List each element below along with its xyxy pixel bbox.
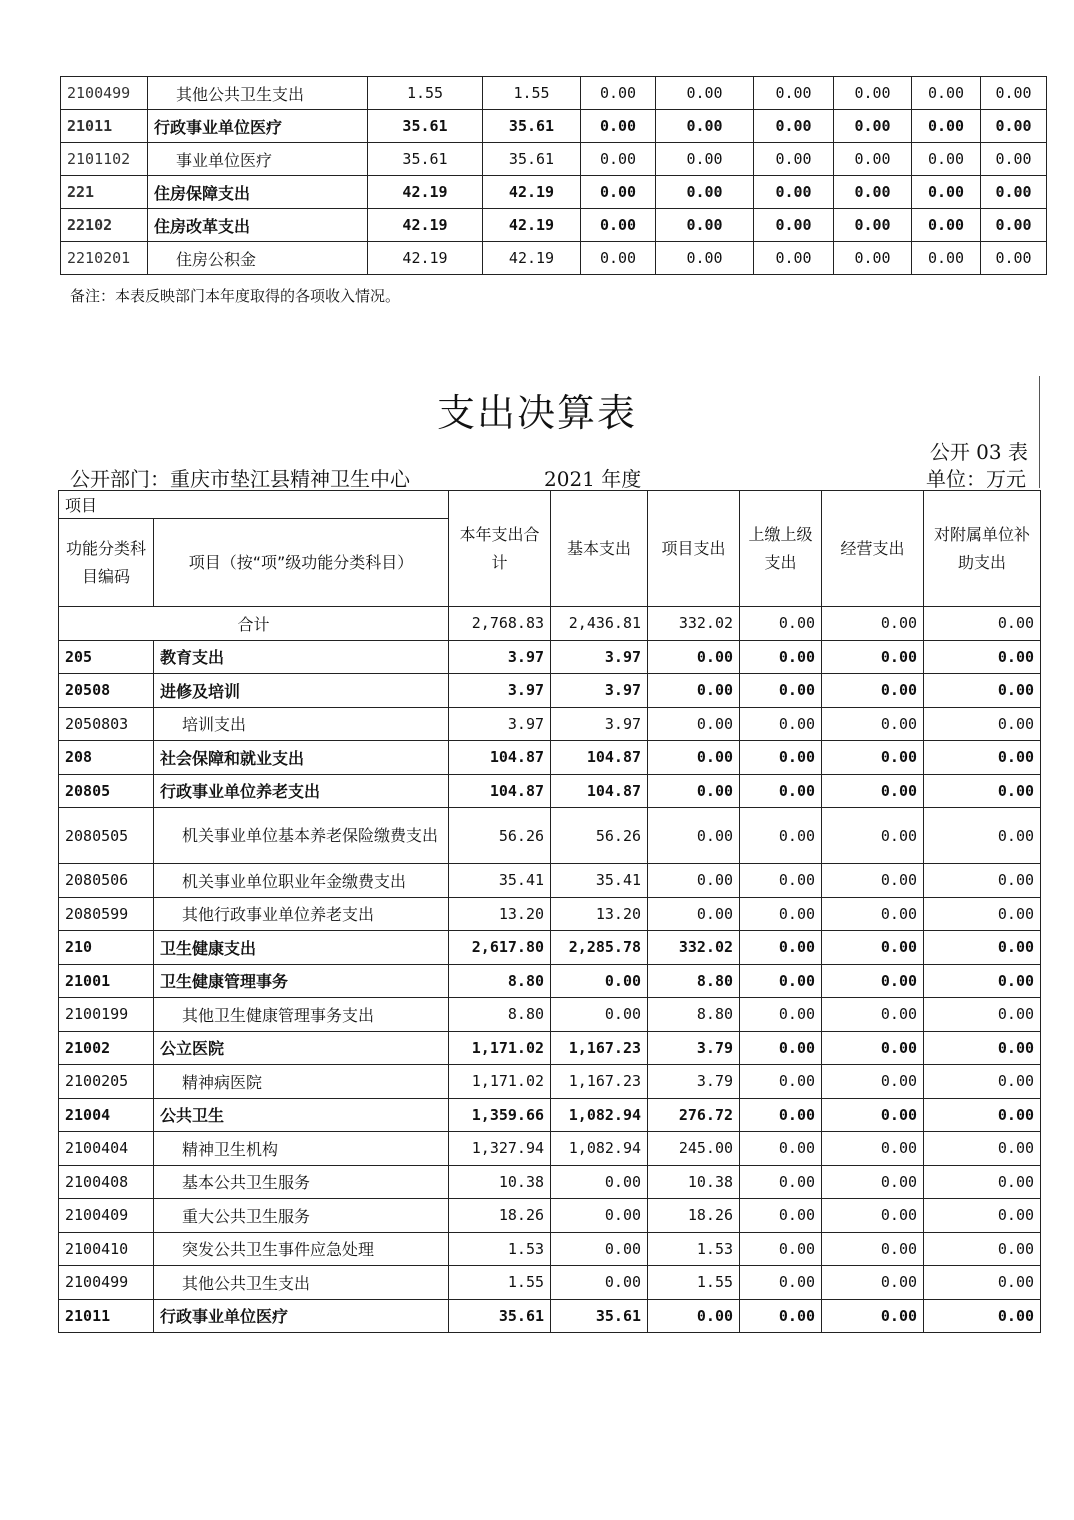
table-number: 公开 03 表 <box>929 440 1028 464</box>
row-value: 35.61 <box>483 110 581 143</box>
row-value: 42.19 <box>483 176 581 209</box>
row-name: 其他公共卫生支出 <box>154 1266 449 1300</box>
row-value: 0.00 <box>912 110 981 143</box>
row-value: 3.79 <box>648 1031 740 1065</box>
row-value: 0.00 <box>740 1232 822 1266</box>
row-value: 0.00 <box>822 864 924 898</box>
row-code: 2100410 <box>59 1232 154 1266</box>
row-value: 0.00 <box>740 1132 822 1166</box>
row-name: 教育支出 <box>154 640 449 674</box>
table-row <box>61 242 1047 275</box>
row-value: 8.80 <box>449 964 551 998</box>
header-subsidy: 对附属单位补助支出 <box>924 491 1041 607</box>
row-name: 行政事业单位养老支出 <box>154 774 449 808</box>
row-value: 42.19 <box>483 242 581 275</box>
row-value: 0.00 <box>551 1165 648 1199</box>
row-value: 0.00 <box>656 242 754 275</box>
row-code: 21004 <box>59 1098 154 1132</box>
table-row <box>61 209 1047 242</box>
page-title: 支出决算表 <box>436 391 637 435</box>
row-value: 0.00 <box>924 931 1041 965</box>
row-name: 行政事业单位医疗 <box>154 1299 449 1333</box>
row-value: 0.00 <box>551 1232 648 1266</box>
row-value: 0.00 <box>740 774 822 808</box>
table-row <box>59 1065 1041 1099</box>
row-value: 104.87 <box>551 774 648 808</box>
row-value: 0.00 <box>822 1232 924 1266</box>
row-value: 3.79 <box>648 1065 740 1099</box>
row-value: 0.00 <box>551 1199 648 1233</box>
header-total: 本年支出合计 <box>449 491 551 607</box>
row-value: 1.53 <box>648 1232 740 1266</box>
row-value: 0.00 <box>822 1031 924 1065</box>
header-code: 功能分类科目编码 <box>59 519 154 607</box>
row-value: 0.00 <box>754 242 834 275</box>
row-value: 0.00 <box>924 964 1041 998</box>
row-code: 21001 <box>59 964 154 998</box>
row-code: 2050803 <box>59 707 154 741</box>
row-value: 13.20 <box>551 897 648 931</box>
row-value: 0.00 <box>924 707 1041 741</box>
row-value: 0.00 <box>912 143 981 176</box>
row-value: 0.00 <box>912 176 981 209</box>
table-row <box>59 864 1041 898</box>
row-value: 0.00 <box>740 931 822 965</box>
row-value: 0.00 <box>912 209 981 242</box>
row-value: 2,285.78 <box>551 931 648 965</box>
row-value: 1.55 <box>483 77 581 110</box>
row-value: 0.00 <box>912 242 981 275</box>
row-value: 0.00 <box>981 77 1047 110</box>
row-value: 13.20 <box>449 897 551 931</box>
row-value: 0.00 <box>822 1065 924 1099</box>
row-value: 0.00 <box>648 707 740 741</box>
row-value: 0.00 <box>924 1132 1041 1166</box>
row-value: 1,082.94 <box>551 1132 648 1166</box>
row-value: 0.00 <box>924 674 1041 708</box>
row-value: 56.26 <box>551 808 648 864</box>
row-value: 0.00 <box>740 1098 822 1132</box>
row-value: 0.00 <box>656 77 754 110</box>
row-value: 0.00 <box>822 1165 924 1199</box>
row-name: 突发公共卫生事件应急处理 <box>154 1232 449 1266</box>
row-value: 0.00 <box>822 1132 924 1166</box>
table-row <box>59 1031 1041 1065</box>
row-value: 0.00 <box>656 110 754 143</box>
row-value: 0.00 <box>581 209 656 242</box>
row-value: 0.00 <box>740 674 822 708</box>
row-value: 42.19 <box>368 242 483 275</box>
row-value: 0.00 <box>822 808 924 864</box>
row-value: 0.00 <box>924 1299 1041 1333</box>
header-item: 项目 <box>59 491 449 519</box>
header-name: 项目（按“项”级功能分类科目） <box>154 519 449 607</box>
row-value: 0.00 <box>924 640 1041 674</box>
row-code: 2100404 <box>59 1132 154 1166</box>
expenditure-table <box>58 490 1041 1333</box>
table-row <box>59 707 1041 741</box>
row-value: 0.00 <box>834 110 912 143</box>
row-value: 0.00 <box>924 998 1041 1032</box>
table-row <box>59 1199 1041 1233</box>
row-code: 221 <box>61 176 148 209</box>
row-value: 0.00 <box>648 864 740 898</box>
row-name: 重大公共卫生服务 <box>154 1199 449 1233</box>
row-value: 35.61 <box>483 143 581 176</box>
row-name: 卫生健康管理事务 <box>154 964 449 998</box>
table-note: 备注：本表反映部门本年度取得的各项收入情况。 <box>70 287 401 305</box>
row-code: 22102 <box>61 209 148 242</box>
table-row <box>59 674 1041 708</box>
income-table-continued <box>60 76 1047 275</box>
row-name: 进修及培训 <box>154 674 449 708</box>
table-row <box>61 176 1047 209</box>
row-value: 0.00 <box>648 808 740 864</box>
row-value: 1.55 <box>368 77 483 110</box>
row-value: 0.00 <box>740 1165 822 1199</box>
row-value: 0.00 <box>754 209 834 242</box>
table-row <box>59 640 1041 674</box>
row-value: 0.00 <box>822 1199 924 1233</box>
row-value: 0.00 <box>834 176 912 209</box>
row-value: 0.00 <box>981 209 1047 242</box>
row-value: 8.80 <box>449 998 551 1032</box>
table-row <box>61 77 1047 110</box>
row-value: 1,167.23 <box>551 1031 648 1065</box>
row-name: 公共卫生 <box>154 1098 449 1132</box>
row-value: 0.00 <box>754 77 834 110</box>
row-value: 0.00 <box>551 1266 648 1300</box>
row-value: 0.00 <box>822 1299 924 1333</box>
table-row <box>59 1098 1041 1132</box>
total-value: 0.00 <box>822 607 924 641</box>
row-value: 1,327.94 <box>449 1132 551 1166</box>
row-name: 住房改革支出 <box>148 209 368 242</box>
total-value: 2,768.83 <box>449 607 551 641</box>
row-value: 0.00 <box>822 1098 924 1132</box>
row-code: 208 <box>59 741 154 775</box>
row-value: 0.00 <box>740 741 822 775</box>
row-value: 8.80 <box>648 998 740 1032</box>
row-code: 21011 <box>61 110 148 143</box>
total-value: 0.00 <box>924 607 1041 641</box>
row-value: 0.00 <box>822 1266 924 1300</box>
header-project: 项目支出 <box>648 491 740 607</box>
table-row <box>59 1266 1041 1300</box>
row-value: 0.00 <box>981 110 1047 143</box>
row-name: 其他卫生健康管理事务支出 <box>154 998 449 1032</box>
row-value: 0.00 <box>924 741 1041 775</box>
row-value: 0.00 <box>648 640 740 674</box>
row-value: 0.00 <box>912 77 981 110</box>
row-value: 245.00 <box>648 1132 740 1166</box>
header-upper: 上缴上级支出 <box>740 491 822 607</box>
row-value: 0.00 <box>740 1065 822 1099</box>
row-value: 0.00 <box>648 741 740 775</box>
row-code: 20508 <box>59 674 154 708</box>
row-value: 0.00 <box>551 998 648 1032</box>
row-name: 行政事业单位医疗 <box>148 110 368 143</box>
row-value: 0.00 <box>581 176 656 209</box>
row-value: 276.72 <box>648 1098 740 1132</box>
row-value: 0.00 <box>581 77 656 110</box>
row-name: 其他公共卫生支出 <box>148 77 368 110</box>
row-value: 0.00 <box>822 674 924 708</box>
row-value: 0.00 <box>740 1199 822 1233</box>
row-name: 培训支出 <box>154 707 449 741</box>
row-value: 0.00 <box>924 1065 1041 1099</box>
row-name: 卫生健康支出 <box>154 931 449 965</box>
row-value: 42.19 <box>368 176 483 209</box>
row-value: 0.00 <box>924 1232 1041 1266</box>
row-value: 35.61 <box>368 110 483 143</box>
row-name: 住房保障支出 <box>148 176 368 209</box>
row-value: 42.19 <box>483 209 581 242</box>
row-value: 0.00 <box>981 242 1047 275</box>
total-value: 332.02 <box>648 607 740 641</box>
row-value: 0.00 <box>834 242 912 275</box>
row-value: 1,167.23 <box>551 1065 648 1099</box>
header-business: 经营支出 <box>822 491 924 607</box>
row-value: 0.00 <box>924 1031 1041 1065</box>
row-code: 205 <box>59 640 154 674</box>
row-name: 其他行政事业单位养老支出 <box>154 897 449 931</box>
row-value: 0.00 <box>740 1031 822 1065</box>
row-value: 3.97 <box>449 707 551 741</box>
row-value: 0.00 <box>656 176 754 209</box>
row-value: 0.00 <box>740 897 822 931</box>
row-code: 2100499 <box>61 77 148 110</box>
row-value: 1.55 <box>449 1266 551 1300</box>
row-value: 3.97 <box>551 640 648 674</box>
row-code: 2100199 <box>59 998 154 1032</box>
department-label: 公开部门：重庆市垫江县精神卫生中心 <box>70 467 410 491</box>
row-value: 0.00 <box>581 143 656 176</box>
row-name: 基本公共卫生服务 <box>154 1165 449 1199</box>
row-value: 35.41 <box>551 864 648 898</box>
table-row <box>59 808 1041 864</box>
header-basic: 基本支出 <box>551 491 648 607</box>
row-value: 1,171.02 <box>449 1031 551 1065</box>
row-code: 21002 <box>59 1031 154 1065</box>
row-name: 公立医院 <box>154 1031 449 1065</box>
row-name: 住房公积金 <box>148 242 368 275</box>
table-row <box>61 143 1047 176</box>
row-value: 0.00 <box>740 808 822 864</box>
row-value: 0.00 <box>648 774 740 808</box>
row-value: 0.00 <box>648 897 740 931</box>
row-value: 0.00 <box>924 1266 1041 1300</box>
total-label: 合计 <box>59 607 449 641</box>
row-value: 104.87 <box>449 741 551 775</box>
row-value: 1,171.02 <box>449 1065 551 1099</box>
row-value: 0.00 <box>740 1299 822 1333</box>
row-value: 104.87 <box>449 774 551 808</box>
row-value: 0.00 <box>754 110 834 143</box>
row-name: 精神病医院 <box>154 1065 449 1099</box>
row-name: 机关事业单位职业年金缴费支出 <box>154 864 449 898</box>
row-value: 0.00 <box>822 964 924 998</box>
row-value: 0.00 <box>754 176 834 209</box>
row-value: 0.00 <box>740 1266 822 1300</box>
row-value: 0.00 <box>656 143 754 176</box>
row-value: 0.00 <box>740 640 822 674</box>
row-code: 2100408 <box>59 1165 154 1199</box>
row-value: 35.61 <box>449 1299 551 1333</box>
row-value: 0.00 <box>834 77 912 110</box>
row-name: 精神卫生机构 <box>154 1132 449 1166</box>
table-row <box>59 774 1041 808</box>
row-value: 35.41 <box>449 864 551 898</box>
row-value: 0.00 <box>924 1165 1041 1199</box>
table-row <box>59 1132 1041 1166</box>
table-row <box>59 931 1041 965</box>
row-value: 0.00 <box>822 897 924 931</box>
row-value: 0.00 <box>740 864 822 898</box>
row-code: 2080505 <box>59 808 154 864</box>
row-value: 35.61 <box>551 1299 648 1333</box>
table-row <box>59 964 1041 998</box>
row-value: 0.00 <box>834 209 912 242</box>
row-value: 0.00 <box>740 964 822 998</box>
row-value: 0.00 <box>981 143 1047 176</box>
row-value: 1.55 <box>648 1266 740 1300</box>
row-name: 社会保障和就业支出 <box>154 741 449 775</box>
row-value: 42.19 <box>368 209 483 242</box>
row-value: 104.87 <box>551 741 648 775</box>
row-value: 18.26 <box>648 1199 740 1233</box>
row-value: 0.00 <box>581 242 656 275</box>
fiscal-year: 2021 年度 <box>544 467 642 491</box>
row-code: 20805 <box>59 774 154 808</box>
row-value: 0.00 <box>822 931 924 965</box>
table-row <box>59 897 1041 931</box>
row-value: 18.26 <box>449 1199 551 1233</box>
row-value: 3.97 <box>551 674 648 708</box>
row-value: 0.00 <box>924 897 1041 931</box>
row-value: 1.53 <box>449 1232 551 1266</box>
row-value: 2,617.80 <box>449 931 551 965</box>
table-row <box>59 741 1041 775</box>
table-row <box>59 998 1041 1032</box>
row-value: 0.00 <box>822 640 924 674</box>
row-value: 0.00 <box>822 774 924 808</box>
total-value: 2,436.81 <box>551 607 648 641</box>
row-value: 0.00 <box>551 964 648 998</box>
row-value: 3.97 <box>449 674 551 708</box>
row-name: 机关事业单位基本养老保险缴费支出 <box>154 808 449 864</box>
row-code: 2101102 <box>61 143 148 176</box>
row-value: 3.97 <box>449 640 551 674</box>
row-value: 0.00 <box>656 209 754 242</box>
row-name: 事业单位医疗 <box>148 143 368 176</box>
row-value: 0.00 <box>648 1299 740 1333</box>
row-value: 0.00 <box>924 1199 1041 1233</box>
table-row <box>59 1165 1041 1199</box>
row-code: 2100205 <box>59 1065 154 1099</box>
row-value: 35.61 <box>368 143 483 176</box>
row-code: 21011 <box>59 1299 154 1333</box>
row-value: 56.26 <box>449 808 551 864</box>
row-code: 2100499 <box>59 1266 154 1300</box>
row-value: 0.00 <box>581 110 656 143</box>
row-value: 0.00 <box>981 176 1047 209</box>
row-value: 0.00 <box>754 143 834 176</box>
row-value: 10.38 <box>648 1165 740 1199</box>
row-value: 0.00 <box>648 674 740 708</box>
row-value: 0.00 <box>924 1098 1041 1132</box>
row-value: 0.00 <box>822 707 924 741</box>
row-value: 1,359.66 <box>449 1098 551 1132</box>
row-code: 2080506 <box>59 864 154 898</box>
table-row <box>59 1299 1041 1333</box>
row-value: 3.97 <box>551 707 648 741</box>
total-row <box>59 607 1041 641</box>
row-value: 0.00 <box>822 741 924 775</box>
row-value: 0.00 <box>740 707 822 741</box>
row-value: 0.00 <box>834 143 912 176</box>
unit-label: 单位：万元 <box>926 467 1026 491</box>
row-value: 0.00 <box>740 998 822 1032</box>
row-value: 0.00 <box>924 864 1041 898</box>
table-row <box>59 1232 1041 1266</box>
row-code: 2210201 <box>61 242 148 275</box>
row-value: 8.80 <box>648 964 740 998</box>
row-value: 10.38 <box>449 1165 551 1199</box>
table-row <box>61 110 1047 143</box>
row-value: 0.00 <box>924 808 1041 864</box>
row-value: 332.02 <box>648 931 740 965</box>
row-code: 2080599 <box>59 897 154 931</box>
row-value: 0.00 <box>924 774 1041 808</box>
row-code: 210 <box>59 931 154 965</box>
row-value: 0.00 <box>822 998 924 1032</box>
row-code: 2100409 <box>59 1199 154 1233</box>
total-value: 0.00 <box>740 607 822 641</box>
row-value: 1,082.94 <box>551 1098 648 1132</box>
